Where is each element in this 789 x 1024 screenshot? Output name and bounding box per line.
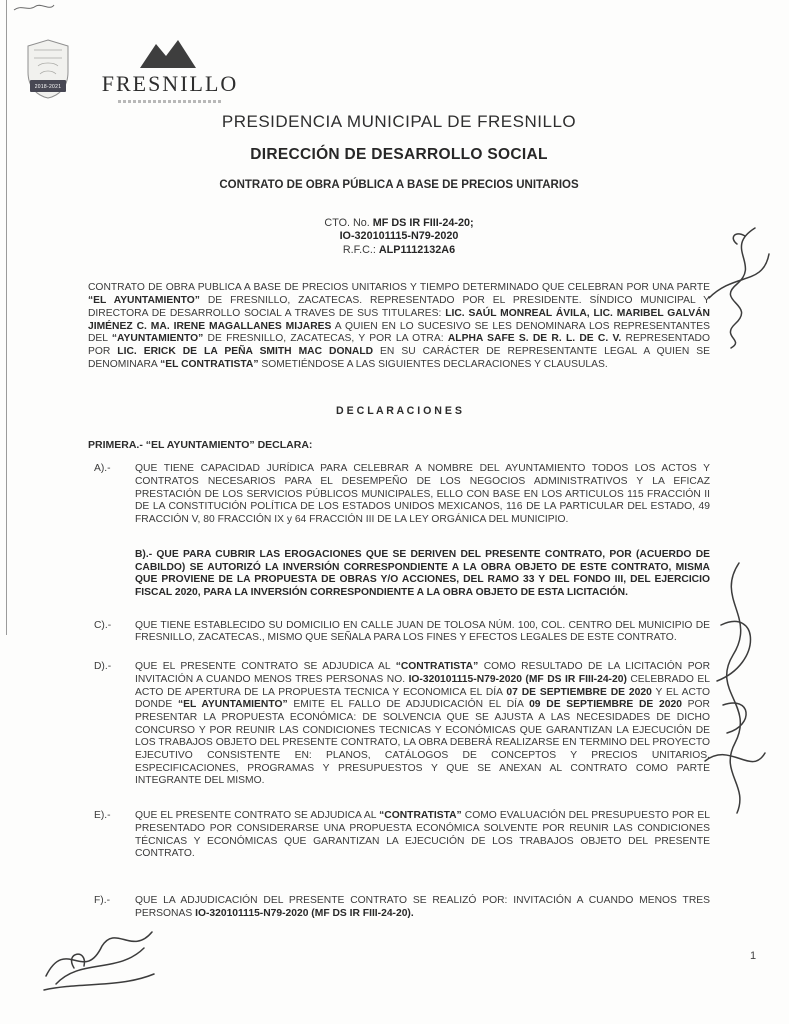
scan-artifact-mark [12,2,56,14]
io-number: IO-320101115-N79-2020 [339,230,459,243]
crest-years: 2018-2021 [34,84,62,90]
clause-f-text: QUE LA ADJUDICACIÓN DEL PRESENTE CONTRATO SE REALIZÓ POR: INVITACIÓN A CUANDO MENOS TRES PERSONAS IO-320101115-N79-2020 (MF DS IR FIII-24-20). [135,894,710,919]
signature-bottom-left [40,918,160,1002]
clause-a-label: A).- [94,463,111,475]
title-contrato-heading: CONTRATO DE OBRA PÚBLICA A BASE DE PRECIOS UNITARIOS [219,179,579,191]
clause-b-text: QUE PARA CUBRIR LAS EROGACIONES QUE SE DERIVEN DEL PRESENTE CONTRATO, POR (ACUERDO DE CABILDO) SE AUTORIZÓ LA INVERSIÓN CORRESPONDIENTE A LA OBRA OBJETO DE ESTE CONTRATO, MISMA QUE PROVIENE DE LA PROPUESTA DE OBRAS Y/O ACCIONES, DEL RAMO 33 Y DEL FONDO III, DEL EJERCICIO FISCAL 2020, PARA LA INVERSIÓN CORRESPONDIENTE A LA OBRA OBJETO DE ESTA LICITACIÓN. [135,548,710,598]
declaraciones-heading: D E C L A R A C I O N E S [336,405,462,418]
contract-reference-block [88,217,710,257]
clause-d [88,661,710,788]
rfc-label: R.F.C.: [342,243,379,256]
clause-e-label: E).- [94,810,111,822]
scan-edge-line [6,0,7,635]
cto-line [88,217,710,230]
clause-c-label: C).- [94,619,112,631]
intro-paragraph: CONTRATO DE OBRA PUBLICA A BASE DE PRECIOS UNITARIOS Y TIEMPO DETERMINADO QUE CELEBRAN POR UNA PARTE “EL AYUNTAMIENTO” DE FRESNILLO, ZACATECAS. REPRESENTADO POR EL PRESIDENTE. SÍNDICO MUNICIPAL Y DIRECTORA DE DESARROLLO SOCIAL A TRAVES DE SUS TITULARES: LIC. SAÚL MONREAL ÁVILA, LIC. MARIBEL GALVÁN JIMÉNEZ C. MA. IRENE MAGALLANES MIJARES A QUIEN EN LO SUCESIVO SE LES DENOMINARA LOS REPRESENTANTES DEL “AYUNTAMIENTO” DE FRESNILLO, ZACATECAS, Y POR LA OTRA: ALPHA SAFE S. DE R. L. DE C. V. REPRESENTADO POR LIC. ERICK DE LA PEÑA SMITH MAC DONALD EN SU CARÁCTER DE REPRESENTANTE LEGAL A QUIEN SE DENOMINARA “EL CONTRATISTA” SOMETIÉNDOSE A LAS SIGUIENTES DECLARACIONES Y CLAUSULAS. [88,282,711,370]
clause-c-text: QUE TIENE ESTABLECIDO SU DOMICILIO EN CALLE JUAN DE TOLOSA NÚM. 100, COL. CENTRO DEL MUNICIPIO DE FRESNILLO, ZACATECAS., MISMO QUE SEÑALA PARA LOS FINES Y EFECTOS LEGALES DE ESTE CONTRATO. [135,619,710,644]
clause-d-label: D).- [94,661,112,673]
signature-top-right [685,220,777,352]
clause-a-text: QUE TIENE CAPACIDAD JURÍDICA PARA CELEBRAR A NOMBRE DEL AYUNTAMIENTO TODOS LOS ACTOS Y CONTRATOS NECESARIOS PARA EL DESEMPEÑO DE LOS NEGOCIOS ADMINISTRATIVOS Y LA EFICAZ PRESTACIÓN DE LOS SERVICIOS PÚBLICOS MUNICIPALES, ELLO CON BASE EN LOS ARTICULOS 115 FRACCIÓN II DE LA CONSTITUCIÓN POLÍTICA DE LOS ESTADOS UNIDOS MEXICANOS, 116 DE LA PARTICULAR DEL ESTADO, 49 FRACCIÓN V, 80 FRACCIÓN IX y 64 FRACCIÓN III DE LA LEY ORGÁNICA DEL MUNICIPIO. [135,463,710,526]
title-presidencia: PRESIDENCIA MUNICIPAL DE FRESNILLO [221,112,577,131]
clause-e [88,810,710,861]
title-direccion: DIRECCIÓN DE DESARROLLO SOCIAL [250,146,548,163]
crest-shield-icon [26,38,70,100]
rfc-line [88,244,710,257]
primera-declaration-heading: PRIMERA.- “EL AYUNTAMIENTO” DECLARA: [88,439,313,452]
clause-b [135,549,710,600]
page-number: 1 [750,950,757,962]
clause-f [88,895,710,920]
cto-label: CTO. No. [324,217,373,229]
clause-b-label: B).- [135,548,153,560]
signature-right-middle [693,555,775,825]
clause-a [88,463,710,527]
clause-d-text: QUE EL PRESENTE CONTRATO SE ADJUDICA AL “CONTRATISTA” COMO RESULTADO DE LA LICITACIÓN POR INVITACIÓN A CUANDO MENOS TRES PERSONAS NO. IO-320101115-N79-2020 (MF DS IR FIII-24-20) CELEBRADO EL ACTO DE APERTURA DE LA PROPUESTA TECNICA Y ECONOMICA EL DÍA 07 DE SEPTIEMBRE DE 2020 Y EL ACTO DONDE “EL AYUNTAMIENTO” EMITE EL FALLO DE ADJUDICACIÓN EL DÍA 09 DE SEPTIEMBRE DE 2020 POR PRESENTAR LA PROPUESTA ECONÓMICA: DE SOLVENCIA QUE SE AJUSTA A LAS NECESIDADES DE DICHO CONCURSO Y POR REUNIR LAS CONDICIONES TECNICAS Y ECONÓMICAS QUE GARANTIZAN LA EJECUCIÓN DE LOS TRABAJOS OBJETO DEL PRESENTE CONTRATO, LA OBRA DEBERÁ REALIZARSE EN TERMINO DEL PROYECTO EJECUTIVO CONSISTENTE EN: PLANOS, CATÁLOGOS DE CONCEPTOS Y PRECIOS UNITARIOS, ESPECIFICACIONES, PROGRAMAS Y PRESUPUESTOS Y QUE SE ANEXAN AL CONTRATO COMO PARTE INTEGRANTE DEL MISMO. [135,661,711,787]
clause-e-text: QUE EL PRESENTE CONTRATO SE ADJUDICA AL “CONTRATISTA” COMO EVALUACIÓN DEL PRESUPUESTO POR EL PRESENTADO POR CONSIDERARSE UNA PROPUESTA ECONÓMICA SOLVENTE POR REUNIR LAS CONDICIONES TÉCNICAS Y ECONÓMICAS QUE GARANTIZAN LA EJECUCIÓN DE LOS TRABAJOS OBJETO DEL PRESENTE CONTRATO. [135,810,711,860]
cto-number: MF DS IR FIII-24-20; [372,217,474,229]
clause-f-label: F).- [94,894,111,906]
fresnillo-mountains-icon [134,38,206,70]
rfc-value: ALP1112132A6 [378,243,456,256]
municipal-crest-logo [25,38,71,105]
io-line [88,230,710,243]
fresnillo-wordmark: FRESNILLO [101,71,239,96]
fresnillo-logo [100,38,240,103]
fresnillo-tagline [118,100,222,103]
clause-c [88,620,710,645]
